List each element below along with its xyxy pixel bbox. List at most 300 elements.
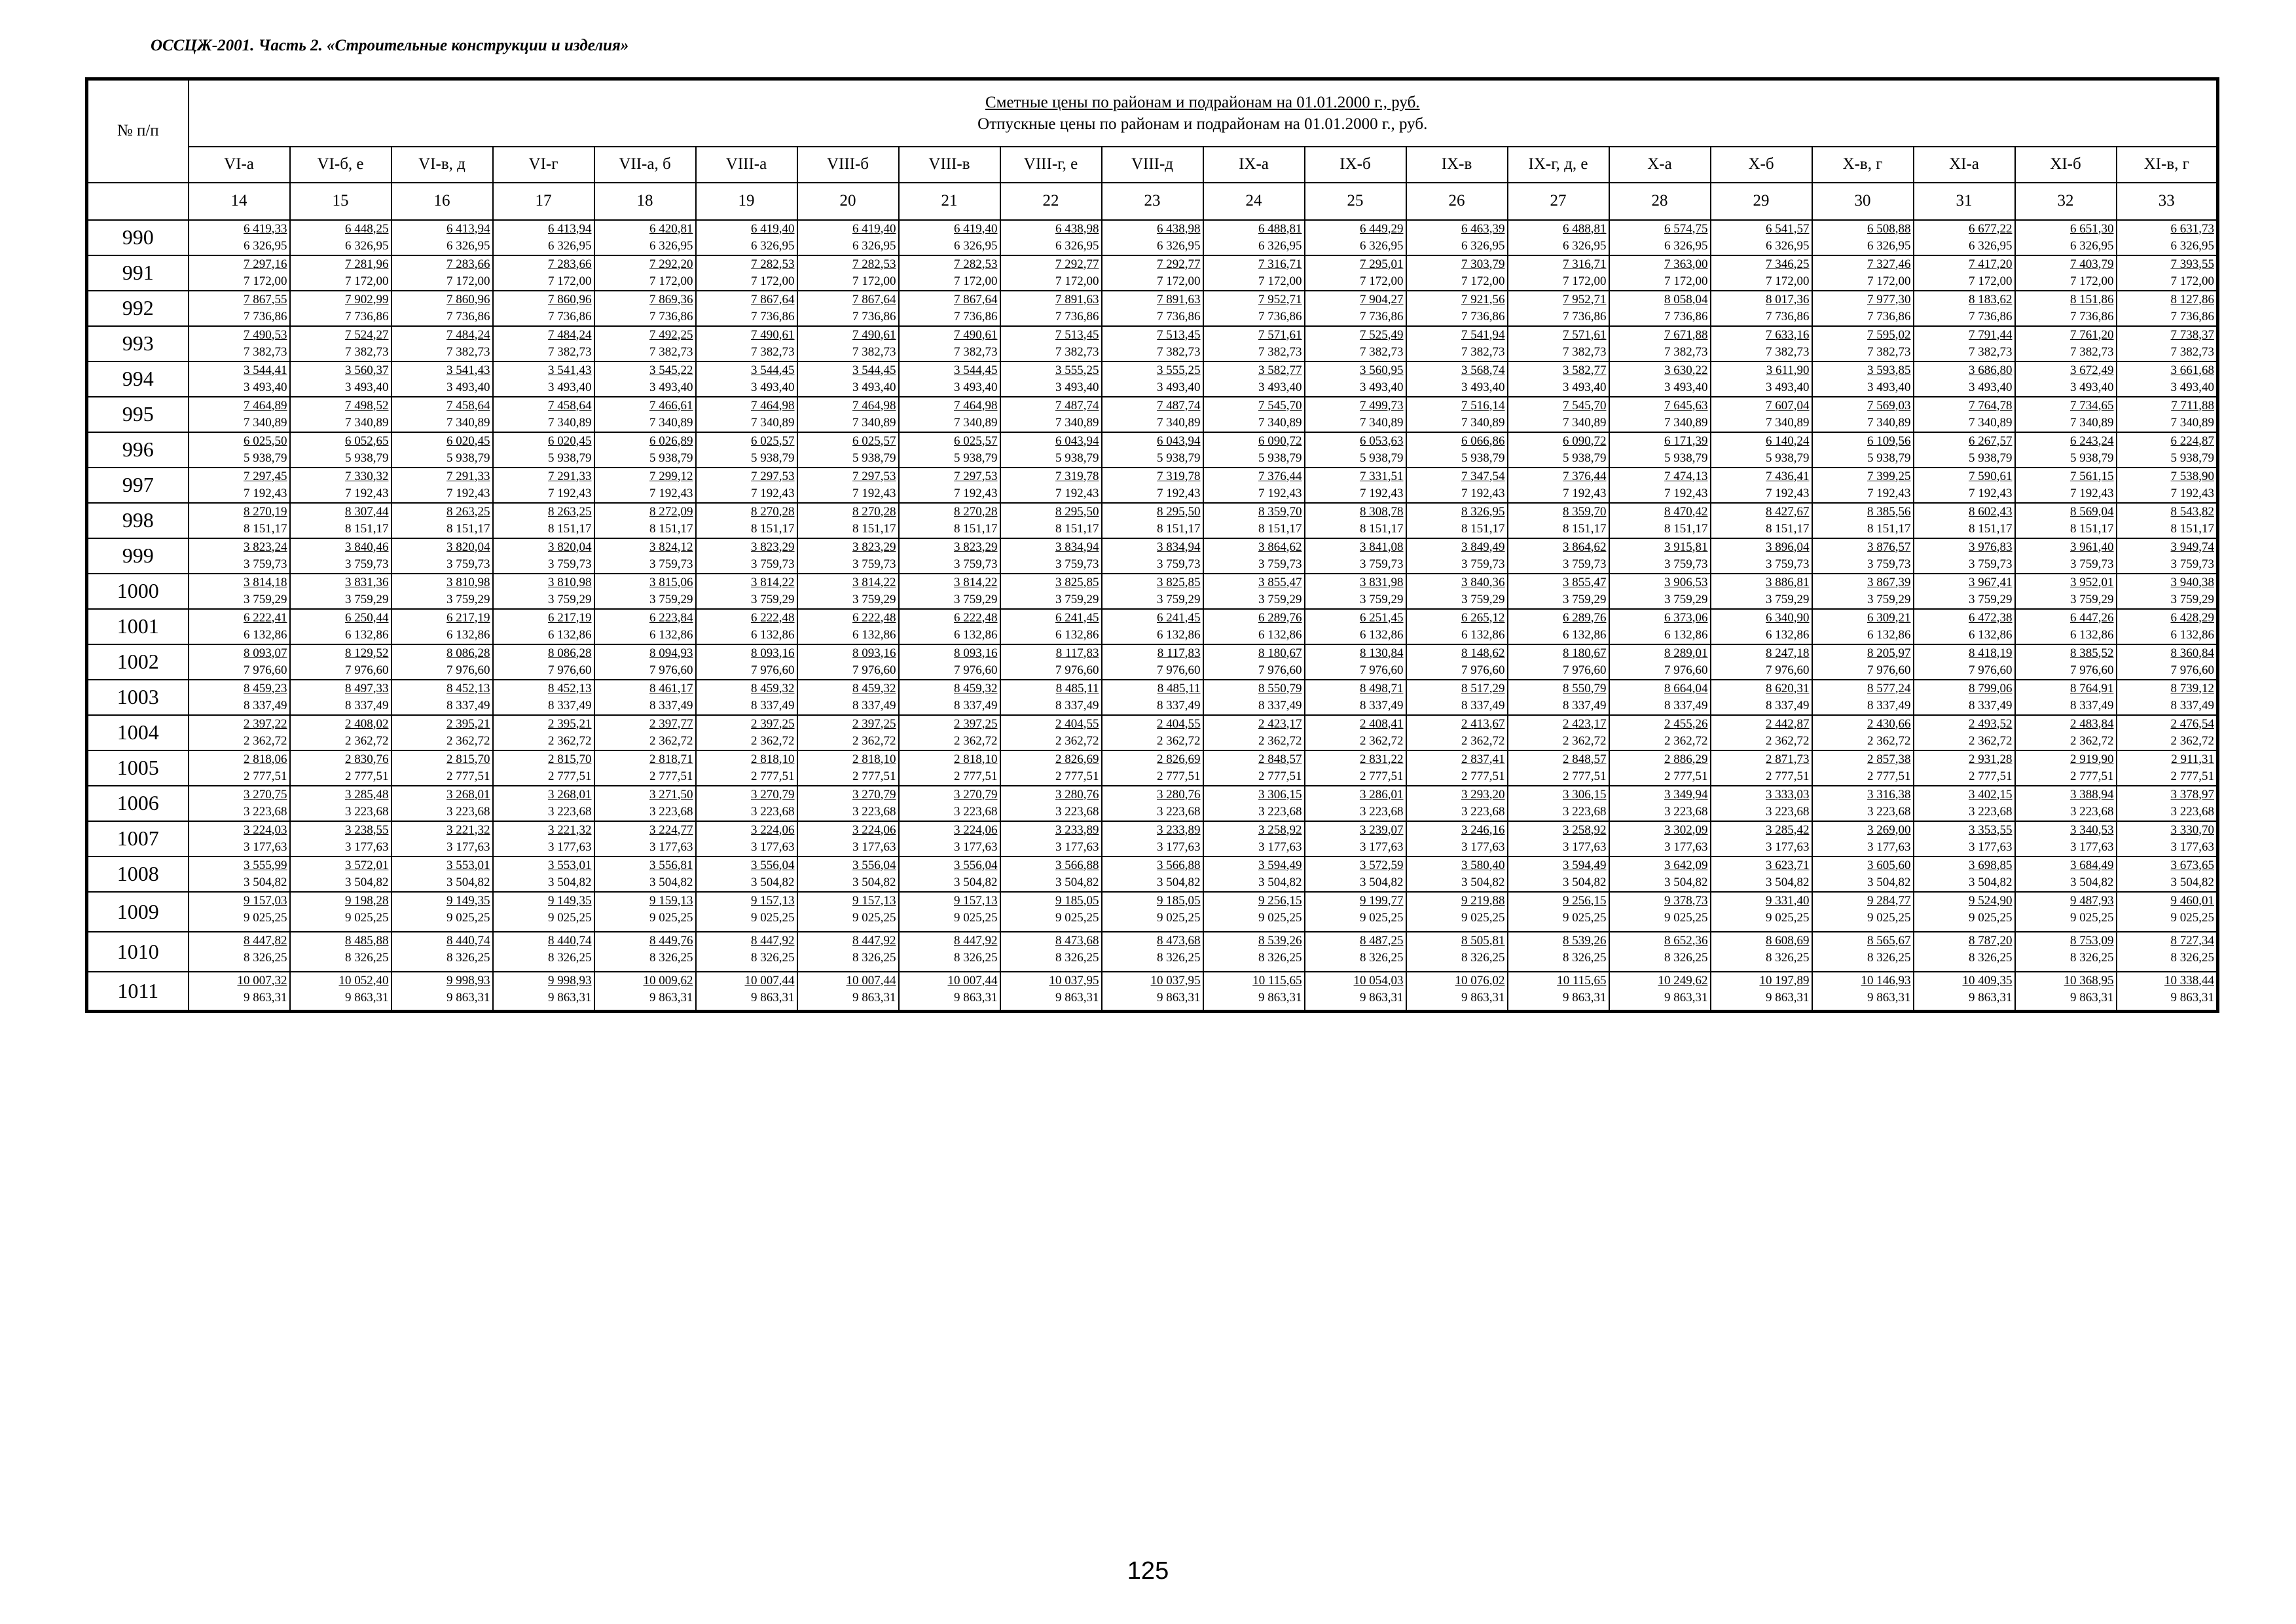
price-cell bbox=[1406, 220, 1508, 255]
estimate-price: 3 849,49 bbox=[1461, 540, 1505, 554]
price-cell bbox=[392, 326, 493, 361]
price-cell bbox=[1508, 821, 1609, 857]
release-price: 7 976,60 bbox=[1258, 663, 1302, 677]
price-cell bbox=[1711, 680, 1812, 715]
release-price: 7 172,00 bbox=[1867, 274, 1911, 288]
estimate-price: 8 539,26 bbox=[1563, 933, 1607, 948]
estimate-price: 8 452,13 bbox=[446, 681, 490, 695]
price-cell bbox=[2015, 644, 2117, 680]
price-cell bbox=[290, 715, 392, 750]
price-cell bbox=[1609, 361, 1711, 397]
price-cell bbox=[290, 932, 392, 972]
release-price: 7 192,43 bbox=[548, 486, 592, 500]
price-cell bbox=[1812, 932, 1914, 972]
release-price: 2 362,72 bbox=[751, 733, 795, 748]
estimate-price: 8 459,32 bbox=[852, 681, 896, 695]
estimate-price: 3 810,98 bbox=[548, 575, 592, 589]
estimate-price: 3 556,04 bbox=[852, 858, 896, 872]
price-cell bbox=[1102, 932, 1203, 972]
estimate-price: 3 825,85 bbox=[1157, 575, 1201, 589]
release-price: 8 151,17 bbox=[548, 521, 592, 536]
release-price: 8 337,49 bbox=[548, 698, 592, 712]
release-price: 6 326,95 bbox=[2170, 238, 2214, 253]
estimate-price: 3 815,06 bbox=[649, 575, 693, 589]
column-number-row bbox=[87, 183, 2218, 220]
region-header: IX-а bbox=[1203, 147, 1305, 183]
estimate-price: 8 307,44 bbox=[345, 504, 389, 519]
price-cell bbox=[290, 432, 392, 468]
table-row bbox=[87, 680, 2218, 715]
estimate-price: 7 474,13 bbox=[1664, 469, 1708, 483]
release-price: 3 223,68 bbox=[954, 804, 998, 819]
price-cell bbox=[1508, 750, 1609, 786]
estimate-price: 8 183,62 bbox=[1969, 292, 2013, 306]
release-price: 6 326,95 bbox=[1969, 238, 2013, 253]
price-cell bbox=[594, 857, 696, 892]
release-price: 3 493,40 bbox=[1867, 380, 1911, 394]
release-price: 7 736,86 bbox=[2070, 309, 2114, 323]
estimate-price: 2 395,21 bbox=[446, 716, 490, 731]
price-cell bbox=[2117, 750, 2218, 786]
estimate-price: 8 359,70 bbox=[1258, 504, 1302, 519]
price-cell bbox=[2117, 892, 2218, 932]
release-price: 2 362,72 bbox=[1055, 733, 1099, 748]
release-price: 3 759,73 bbox=[1867, 557, 1911, 571]
estimate-price: 7 297,53 bbox=[751, 469, 795, 483]
price-cell bbox=[1203, 750, 1305, 786]
estimate-price: 6 508,88 bbox=[1867, 221, 1911, 236]
price-cell bbox=[1305, 432, 1406, 468]
price-cell bbox=[1305, 609, 1406, 644]
release-price: 3 504,82 bbox=[244, 875, 287, 889]
price-cell bbox=[1406, 468, 1508, 503]
release-price: 2 362,72 bbox=[1563, 733, 1607, 748]
estimate-price: 7 516,14 bbox=[1461, 398, 1505, 413]
release-price: 3 759,73 bbox=[1664, 557, 1708, 571]
release-price: 3 177,63 bbox=[649, 840, 693, 854]
estimate-price: 3 271,50 bbox=[649, 787, 693, 802]
price-cell bbox=[1203, 291, 1305, 326]
price-cell bbox=[797, 892, 899, 932]
estimate-price: 7 607,04 bbox=[1766, 398, 1810, 413]
release-price: 8 337,49 bbox=[1664, 698, 1708, 712]
price-cell bbox=[1000, 644, 1102, 680]
table-row bbox=[87, 255, 2218, 291]
estimate-price: 2 404,55 bbox=[1055, 716, 1099, 731]
release-price: 7 340,89 bbox=[1055, 415, 1099, 430]
row-number: 1007 bbox=[87, 821, 189, 857]
release-price: 2 777,51 bbox=[345, 769, 389, 783]
estimate-price: 3 238,55 bbox=[345, 822, 389, 837]
price-cell bbox=[594, 468, 696, 503]
estimate-price: 8 086,28 bbox=[548, 646, 592, 660]
price-cell bbox=[189, 932, 290, 972]
release-price: 8 337,49 bbox=[954, 698, 998, 712]
release-price: 3 504,82 bbox=[2170, 875, 2214, 889]
estimate-price: 6 463,39 bbox=[1461, 221, 1505, 236]
release-price: 3 223,68 bbox=[1766, 804, 1810, 819]
estimate-price: 7 417,20 bbox=[1969, 257, 2013, 271]
estimate-price: 6 140,24 bbox=[1766, 434, 1810, 448]
region-header: VI-б, е bbox=[290, 147, 392, 183]
release-price: 3 504,82 bbox=[1867, 875, 1911, 889]
release-price: 8 151,17 bbox=[1664, 521, 1708, 536]
estimate-price: 8 148,62 bbox=[1461, 646, 1505, 660]
estimate-price: 3 823,29 bbox=[954, 540, 998, 554]
release-price: 3 504,82 bbox=[852, 875, 896, 889]
release-price: 8 151,17 bbox=[1360, 521, 1404, 536]
release-price: 9 863,31 bbox=[244, 990, 287, 1005]
price-cell bbox=[1508, 538, 1609, 574]
release-price: 7 382,73 bbox=[1258, 344, 1302, 359]
price-cell bbox=[696, 503, 797, 538]
estimate-price: 6 020,45 bbox=[548, 434, 592, 448]
estimate-price: 9 157,03 bbox=[244, 893, 287, 908]
release-price: 3 177,63 bbox=[244, 840, 287, 854]
release-price: 7 340,89 bbox=[446, 415, 490, 430]
price-cell bbox=[1000, 326, 1102, 361]
price-cell bbox=[2117, 255, 2218, 291]
estimate-price: 7 545,70 bbox=[1258, 398, 1302, 413]
estimate-price: 3 333,03 bbox=[1766, 787, 1810, 802]
release-price: 7 340,89 bbox=[2170, 415, 2214, 430]
estimate-price: 3 684,49 bbox=[2070, 858, 2114, 872]
release-price: 2 777,51 bbox=[548, 769, 592, 783]
price-cell bbox=[594, 432, 696, 468]
release-price: 7 736,86 bbox=[1766, 309, 1810, 323]
price-cell bbox=[1102, 255, 1203, 291]
release-price: 3 759,73 bbox=[2070, 557, 2114, 571]
price-cell bbox=[290, 468, 392, 503]
price-cell bbox=[1203, 397, 1305, 432]
release-price: 6 326,95 bbox=[548, 238, 592, 253]
price-cell bbox=[899, 397, 1000, 432]
price-cell bbox=[899, 644, 1000, 680]
price-cell bbox=[1914, 892, 2015, 932]
estimate-price: 6 419,40 bbox=[852, 221, 896, 236]
estimate-price: 2 423,17 bbox=[1258, 716, 1302, 731]
estimate-price: 7 319,78 bbox=[1157, 469, 1201, 483]
release-price: 2 362,72 bbox=[1664, 733, 1708, 748]
estimate-price: 7 331,51 bbox=[1360, 469, 1404, 483]
release-price: 2 362,72 bbox=[2070, 733, 2114, 748]
estimate-price: 6 677,22 bbox=[1969, 221, 2013, 236]
estimate-price: 2 848,57 bbox=[1563, 752, 1607, 766]
estimate-price: 3 572,59 bbox=[1360, 858, 1404, 872]
estimate-price: 3 814,22 bbox=[852, 575, 896, 589]
price-cell bbox=[290, 892, 392, 932]
price-cell bbox=[493, 821, 594, 857]
price-cell bbox=[696, 326, 797, 361]
estimate-price: 3 221,32 bbox=[446, 822, 490, 837]
release-price: 7 382,73 bbox=[548, 344, 592, 359]
release-price: 7 192,43 bbox=[1157, 486, 1201, 500]
estimate-price: 2 818,10 bbox=[751, 752, 795, 766]
estimate-price: 7 952,71 bbox=[1563, 292, 1607, 306]
estimate-price: 10 197,89 bbox=[1759, 973, 1810, 987]
release-price: 3 504,82 bbox=[548, 875, 592, 889]
estimate-price: 3 823,24 bbox=[244, 540, 287, 554]
release-price: 5 938,79 bbox=[954, 451, 998, 465]
estimate-price: 6 488,81 bbox=[1563, 221, 1607, 236]
estimate-price: 3 896,04 bbox=[1766, 540, 1810, 554]
estimate-price: 3 544,45 bbox=[852, 363, 896, 377]
estimate-price: 7 902,99 bbox=[345, 292, 389, 306]
price-cell bbox=[696, 715, 797, 750]
price-cell bbox=[493, 786, 594, 821]
release-price: 7 340,89 bbox=[1258, 415, 1302, 430]
price-cell bbox=[797, 503, 899, 538]
release-price: 5 938,79 bbox=[446, 451, 490, 465]
price-cell bbox=[1406, 326, 1508, 361]
estimate-price: 6 438,98 bbox=[1157, 221, 1201, 236]
header-row-group bbox=[87, 79, 2218, 147]
release-price: 8 326,25 bbox=[1969, 950, 2013, 965]
release-price: 3 493,40 bbox=[244, 380, 287, 394]
estimate-price: 3 270,79 bbox=[954, 787, 998, 802]
price-cell bbox=[1812, 361, 1914, 397]
release-price: 8 337,49 bbox=[345, 698, 389, 712]
release-price: 7 382,73 bbox=[1766, 344, 1810, 359]
release-price: 9 863,31 bbox=[2070, 990, 2114, 1005]
column-number: 21 bbox=[899, 183, 1000, 220]
estimate-price: 6 420,81 bbox=[649, 221, 693, 236]
release-price: 6 326,95 bbox=[751, 238, 795, 253]
estimate-price: 7 541,94 bbox=[1461, 327, 1505, 342]
estimate-price: 3 349,94 bbox=[1664, 787, 1708, 802]
release-price: 8 326,25 bbox=[1055, 950, 1099, 965]
estimate-price: 3 568,74 bbox=[1461, 363, 1505, 377]
estimate-price: 2 871,73 bbox=[1766, 752, 1810, 766]
release-price: 2 777,51 bbox=[446, 769, 490, 783]
price-cell bbox=[1000, 680, 1102, 715]
release-price: 7 976,60 bbox=[1360, 663, 1404, 677]
estimate-price: 6 217,19 bbox=[548, 610, 592, 625]
price-cell bbox=[2015, 786, 2117, 821]
release-price: 7 192,43 bbox=[1766, 486, 1810, 500]
price-cell bbox=[2015, 892, 2117, 932]
release-price: 6 132,86 bbox=[1258, 627, 1302, 642]
price-cell bbox=[1406, 786, 1508, 821]
release-price: 7 172,00 bbox=[1766, 274, 1810, 288]
price-cell bbox=[1812, 468, 1914, 503]
row-number: 1000 bbox=[87, 574, 189, 609]
price-cell bbox=[1812, 821, 1914, 857]
estimate-price: 7 904,27 bbox=[1360, 292, 1404, 306]
release-price: 7 340,89 bbox=[1157, 415, 1201, 430]
release-price: 5 938,79 bbox=[1867, 451, 1911, 465]
price-cell bbox=[1102, 680, 1203, 715]
estimate-price: 3 224,06 bbox=[954, 822, 998, 837]
estimate-price: 3 306,15 bbox=[1563, 787, 1607, 802]
column-number: 33 bbox=[2117, 183, 2218, 220]
price-cell bbox=[392, 786, 493, 821]
release-price: 6 132,86 bbox=[446, 627, 490, 642]
release-price: 3 493,40 bbox=[1766, 380, 1810, 394]
release-price: 2 777,51 bbox=[1766, 769, 1810, 783]
price-cell bbox=[1406, 609, 1508, 644]
price-cell bbox=[696, 892, 797, 932]
estimate-price: 7 346,25 bbox=[1766, 257, 1810, 271]
estimate-price: 3 841,08 bbox=[1360, 540, 1404, 554]
price-cell bbox=[2015, 538, 2117, 574]
estimate-price: 7 487,74 bbox=[1055, 398, 1099, 413]
price-cell bbox=[594, 326, 696, 361]
price-cell bbox=[1203, 538, 1305, 574]
estimate-price: 6 066,86 bbox=[1461, 434, 1505, 448]
column-number: 27 bbox=[1508, 183, 1609, 220]
estimate-price: 6 025,57 bbox=[954, 434, 998, 448]
price-cell bbox=[1305, 750, 1406, 786]
release-price: 7 192,43 bbox=[1461, 486, 1505, 500]
release-price: 3 759,29 bbox=[1157, 592, 1201, 606]
price-cell bbox=[899, 503, 1000, 538]
release-price: 2 362,72 bbox=[1867, 733, 1911, 748]
estimate-price: 8 093,16 bbox=[751, 646, 795, 660]
estimate-price: 8 664,04 bbox=[1664, 681, 1708, 695]
estimate-price: 7 316,71 bbox=[1563, 257, 1607, 271]
release-price: 3 493,40 bbox=[1969, 380, 2013, 394]
estimate-price: 6 265,12 bbox=[1461, 610, 1505, 625]
release-price: 7 382,73 bbox=[244, 344, 287, 359]
release-price: 8 151,17 bbox=[1766, 521, 1810, 536]
release-price: 9 025,25 bbox=[2070, 910, 2114, 925]
price-cell bbox=[2117, 715, 2218, 750]
estimate-price: 7 363,00 bbox=[1664, 257, 1708, 271]
estimate-price: 6 025,57 bbox=[751, 434, 795, 448]
price-cell bbox=[696, 680, 797, 715]
price-cell bbox=[1914, 857, 2015, 892]
release-price: 9 025,25 bbox=[1157, 910, 1201, 925]
release-price: 7 382,73 bbox=[2170, 344, 2214, 359]
price-cell bbox=[290, 397, 392, 432]
estimate-price: 9 157,13 bbox=[954, 893, 998, 908]
estimate-price: 3 834,94 bbox=[1055, 540, 1099, 554]
release-price: 5 938,79 bbox=[649, 451, 693, 465]
estimate-price: 3 864,62 bbox=[1258, 540, 1302, 554]
estimate-price: 3 698,85 bbox=[1969, 858, 2013, 872]
estimate-price: 7 297,16 bbox=[244, 257, 287, 271]
release-price: 7 192,43 bbox=[244, 486, 287, 500]
price-cell bbox=[1305, 892, 1406, 932]
estimate-price: 3 824,12 bbox=[649, 540, 693, 554]
price-cell bbox=[1000, 715, 1102, 750]
release-price: 8 326,25 bbox=[1867, 950, 1911, 965]
release-price: 7 382,73 bbox=[1360, 344, 1404, 359]
release-price: 7 976,60 bbox=[1867, 663, 1911, 677]
release-price: 5 938,79 bbox=[1664, 451, 1708, 465]
price-cell bbox=[899, 786, 1000, 821]
estimate-price: 8 447,82 bbox=[244, 933, 287, 948]
estimate-price: 3 611,90 bbox=[1766, 363, 1810, 377]
price-cell bbox=[189, 972, 290, 1012]
estimate-price: 8 764,91 bbox=[2070, 681, 2114, 695]
column-number: 32 bbox=[2015, 183, 2117, 220]
price-cell bbox=[1000, 574, 1102, 609]
estimate-price: 6 373,06 bbox=[1664, 610, 1708, 625]
release-price: 8 326,25 bbox=[1360, 950, 1404, 965]
estimate-price: 7 297,53 bbox=[852, 469, 896, 483]
price-cell bbox=[493, 857, 594, 892]
estimate-price: 3 270,75 bbox=[244, 787, 287, 802]
row-number: 993 bbox=[87, 326, 189, 361]
estimate-price: 9 185,05 bbox=[1055, 893, 1099, 908]
estimate-price: 7 403,79 bbox=[2070, 257, 2114, 271]
price-cell bbox=[1812, 680, 1914, 715]
release-price: 7 172,00 bbox=[852, 274, 896, 288]
release-price: 9 863,31 bbox=[1461, 990, 1505, 1005]
estimate-price: 8 539,26 bbox=[1258, 933, 1302, 948]
estimate-price: 3 605,60 bbox=[1867, 858, 1911, 872]
estimate-price: 2 815,70 bbox=[446, 752, 490, 766]
estimate-price: 6 251,45 bbox=[1360, 610, 1404, 625]
estimate-price: 6 419,40 bbox=[954, 221, 998, 236]
table-row bbox=[87, 468, 2218, 503]
table-row bbox=[87, 609, 2218, 644]
price-cell bbox=[189, 786, 290, 821]
price-cell bbox=[1406, 574, 1508, 609]
price-cell bbox=[899, 857, 1000, 892]
release-price: 8 151,17 bbox=[1258, 521, 1302, 536]
estimate-price: 3 258,92 bbox=[1563, 822, 1607, 837]
release-price: 3 759,29 bbox=[2070, 592, 2114, 606]
region-header: VIII-г, е bbox=[1000, 147, 1102, 183]
release-price: 2 362,72 bbox=[446, 733, 490, 748]
price-cell bbox=[797, 750, 899, 786]
estimate-price: 7 977,30 bbox=[1867, 292, 1911, 306]
release-price: 9 025,25 bbox=[1766, 910, 1810, 925]
price-cell bbox=[1508, 715, 1609, 750]
estimate-price: 3 820,04 bbox=[446, 540, 490, 554]
estimate-price: 3 555,25 bbox=[1157, 363, 1201, 377]
estimate-price: 6 222,41 bbox=[244, 610, 287, 625]
price-cell bbox=[290, 220, 392, 255]
table-row bbox=[87, 503, 2218, 538]
release-price: 2 777,51 bbox=[2070, 769, 2114, 783]
estimate-price: 3 594,49 bbox=[1258, 858, 1302, 872]
release-price: 2 777,51 bbox=[751, 769, 795, 783]
estimate-price: 6 419,33 bbox=[244, 221, 287, 236]
row-number: 998 bbox=[87, 503, 189, 538]
release-price: 9 025,25 bbox=[2170, 910, 2214, 925]
price-cell bbox=[1000, 609, 1102, 644]
release-price: 3 759,73 bbox=[1461, 557, 1505, 571]
price-cell bbox=[797, 468, 899, 503]
price-cell bbox=[1102, 609, 1203, 644]
estimate-price: 7 282,53 bbox=[751, 257, 795, 271]
price-cell bbox=[899, 361, 1000, 397]
release-price: 7 736,86 bbox=[446, 309, 490, 323]
estimate-price: 6 025,50 bbox=[244, 434, 287, 448]
estimate-price: 7 538,90 bbox=[2170, 469, 2214, 483]
release-price: 6 326,95 bbox=[1360, 238, 1404, 253]
estimate-price: 2 818,06 bbox=[244, 752, 287, 766]
region-header: IX-б bbox=[1305, 147, 1406, 183]
estimate-price: 6 224,87 bbox=[2170, 434, 2214, 448]
release-price: 8 326,25 bbox=[1258, 950, 1302, 965]
estimate-price: 3 270,79 bbox=[852, 787, 896, 802]
price-cell bbox=[1000, 538, 1102, 574]
release-price: 3 504,82 bbox=[954, 875, 998, 889]
release-price: 7 382,73 bbox=[446, 344, 490, 359]
estimate-price: 9 157,13 bbox=[852, 893, 896, 908]
price-cell bbox=[1305, 361, 1406, 397]
estimate-price: 8 497,33 bbox=[345, 681, 389, 695]
release-price: 5 938,79 bbox=[1461, 451, 1505, 465]
release-price: 3 177,63 bbox=[446, 840, 490, 854]
row-number: 1010 bbox=[87, 932, 189, 972]
price-cell bbox=[594, 680, 696, 715]
